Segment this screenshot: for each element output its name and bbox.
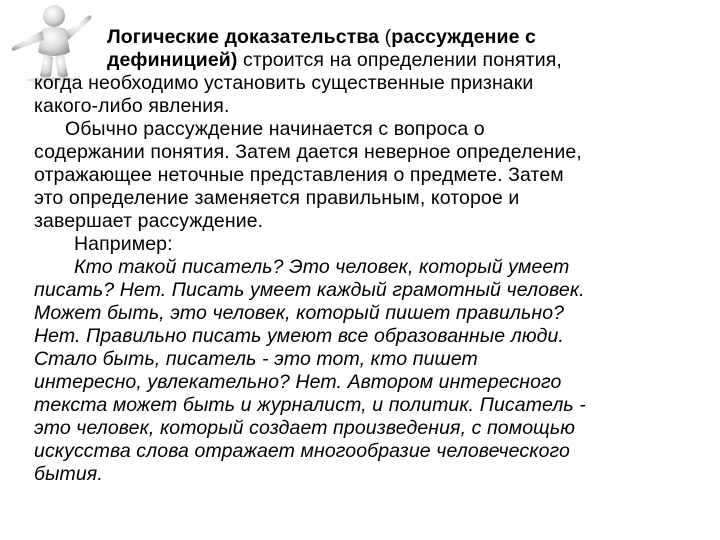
example-line-5: Стало быть, писатель - это тот, кто пишет [34, 348, 478, 370]
p1-line-3: когда необходимо установить существенные признаки [34, 72, 534, 94]
example-line-9: искусства слова отражает многообразие человеческого [34, 440, 570, 462]
title-paren: ( [379, 26, 392, 48]
title-bold-c: дефиницией) [107, 49, 238, 71]
example-line-10: бытия. [34, 463, 103, 485]
example-line-7: текста может быть и журналист, и политик. Писатель - [34, 394, 586, 416]
title-bold-a: Логические доказательства [107, 26, 380, 48]
example-line-2: писать? Нет. Писать умеет каждый грамотный человек. [34, 279, 585, 301]
p2-line-5: завершает рассуждение. [34, 210, 264, 232]
slide-text [34, 26, 710, 486]
p2-line-3: отражающее неточные представления о предмете. Затем [34, 164, 564, 186]
p2-line-2: содержании понятия. Затем дается неверное определение, [34, 141, 582, 163]
p2-line-4: это определение заменяется правильным, которое и [34, 187, 520, 209]
title-bold-b: рассуждение с [391, 26, 537, 48]
example-line-3: Может быть, это человек, который пишет правильно? [34, 302, 565, 324]
example-line-4: Нет. Правильно писать умеют все образованные люди. [34, 325, 564, 347]
example-line-8: это человек, который создает произведения, с помощью [34, 417, 575, 439]
example-line-6: интересно, увлекательно? Нет. Автором интересного [34, 371, 562, 393]
example-line-1: Кто такой писатель? Это человек, который умеет [74, 256, 570, 278]
title-normal: строится на определении понятия, [237, 49, 562, 71]
example-label: Например: [74, 233, 173, 255]
title-line-1 [34, 26, 710, 49]
p1-line-4: какого-либо явления. [34, 95, 230, 117]
p2-line-1: Обычно рассуждение начинается с вопроса о [65, 118, 485, 140]
title-line-2 [34, 49, 710, 72]
